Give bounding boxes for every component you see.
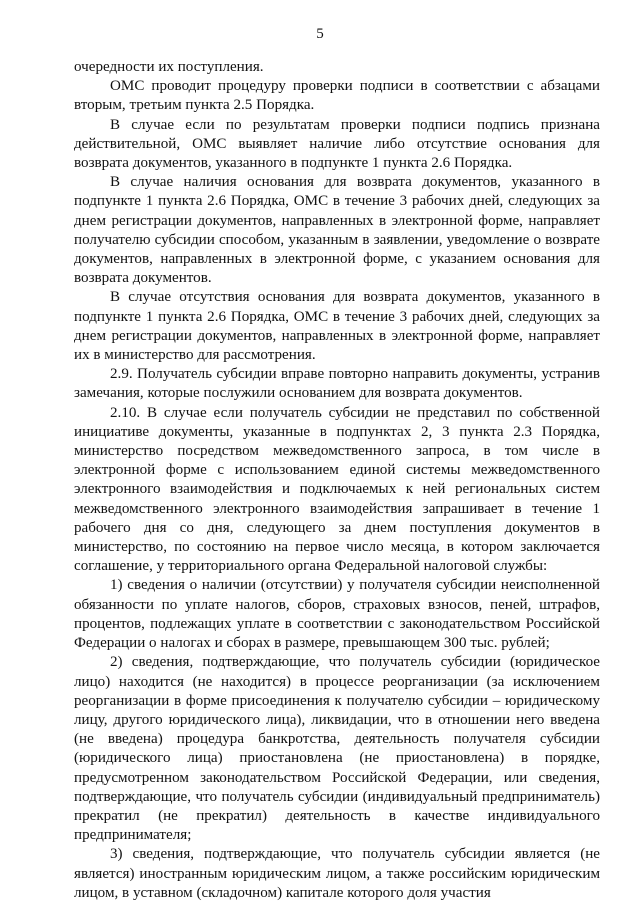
paragraph-return-grounds-present: В случае наличия основания для возврата документов, указанного в подпункте 1 пункта 2.6 Порядка, ОМС в течение 3 рабочих дней, следующих за днем регистрации документов, направленных в электронной форме, направляет получателю субсидии способом, указанным в заявлении, уведомление о возврате документов, направленных в электронной форме, с указанием основания для возврата документов. bbox=[74, 174, 600, 287]
page-number: 5 bbox=[316, 26, 324, 42]
paragraph-continuation: очередности их поступления. bbox=[74, 59, 264, 75]
document-body bbox=[74, 58, 600, 903]
list-item-1: 1) сведения о наличии (отсутствии) у получателя субсидии неисполненной обязанности по уплате налогов, сборов, страховых взносов, пеней, штрафов, процентов, подлежащих уплате в соответствии с законодательством Российской Федерации о налогах и сборах в размере, превышающем 300 тыс. рублей; bbox=[74, 577, 600, 652]
paragraph-signature-valid: В случае если по результатам проверки подписи подпись признана действительной, ОМС выявляет наличие либо отсутствие основания для возврата документов, указанного в подпункте 1 пункта 2.6 Порядка. bbox=[74, 116, 600, 172]
paragraph-2-9: 2.9. Получатель субсидии вправе повторно направить документы, устранив замечания, которые послужили основанием для возврата документов. bbox=[74, 366, 600, 402]
paragraph-signature-check: ОМС проводит процедуру проверки подписи в соответствии с абзацами вторым, третьим пункта 2.5 Порядка. bbox=[74, 78, 600, 114]
paragraph-2-10: 2.10. В случае если получатель субсидии не представил по собственной инициативе документы, указанные в подпунктах 2, 3 пункта 2.3 Порядка, министерство посредством межведомственного запроса, в том числе в электронной форме с использованием единой системы межведомственного электронного взаимодействия и подключаемых к ней региональных систем межведомственного электронного взаимодействия запрашивает в течение 1 рабочего дня со дня, следующего за днем поступления документов в министерство, по состоянию на первое число месяца, в котором заключается соглашение, у территориального органа Федеральной налоговой службы: bbox=[74, 404, 600, 575]
list-item-2: 2) сведения, подтверждающие, что получатель субсидии (юридическое лицо) находится (не находится) в процессе реорганизации (за исключением реорганизации в форме присоединения к получателю субсидии – юридическому лицу, другого юридического лица), ликвидации, что в отношении него введена (не введена) процедура банкротства, деятельность получателя субсидии (юридического лица) приостановлена (не приостановлена) в порядке, предусмотренном законодательством Российской Федерации, или сведения, подтверждающие, что получатель субсидии (индивидуальный предприниматель) прекратил (не прекратил) деятельность в качестве индивидуального предпринимателя; bbox=[74, 654, 600, 844]
list-item-3: 3) сведения, подтверждающие, что получатель субсидии является (не является) иностранным юридическим лицом, а также российским юридическим лицом, в уставном (складочном) капитале которого доля участия bbox=[74, 846, 600, 901]
paragraph-return-grounds-absent: В случае отсутствия основания для возврата документов, указанного в подпункте 1 пункта 2.6 Порядка, ОМС в течение 3 рабочих дней, следующих за днем регистрации документов, направленных в электронной форме, направляет их в министерство для рассмотрения. bbox=[74, 289, 600, 364]
